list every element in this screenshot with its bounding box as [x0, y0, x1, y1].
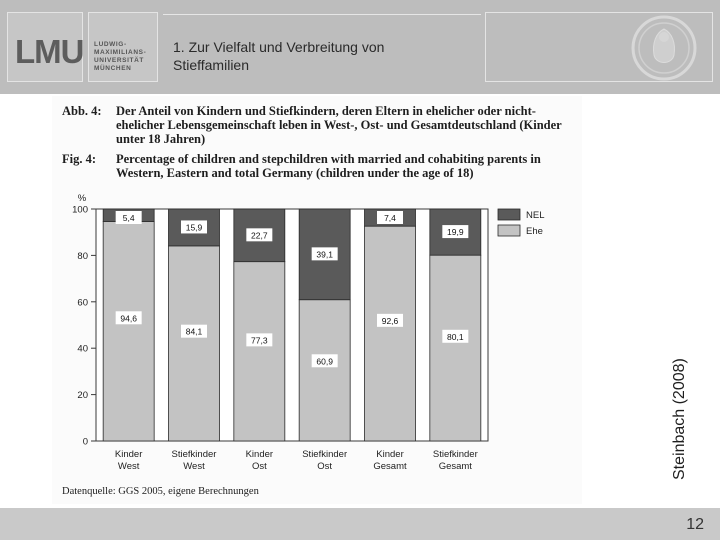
- y-tick-label: 0: [82, 436, 88, 448]
- university-name: [94, 41, 146, 73]
- data-label-ehe: 60,9: [316, 356, 333, 367]
- data-label-nel: 39,1: [316, 249, 333, 260]
- data-label-nel: 5,4: [122, 213, 135, 223]
- data-label-ehe: 84,1: [185, 326, 203, 337]
- data-label-nel: 19,9: [447, 227, 464, 238]
- header-divider: [163, 14, 481, 15]
- data-source: Datenquelle: GGS 2005, eigene Berechnungen: [62, 486, 259, 497]
- x-category-label: West: [117, 461, 140, 472]
- y-axis-unit: %: [77, 193, 87, 204]
- y-tick-label: 100: [72, 204, 88, 216]
- lmu-logo-text: LMU: [15, 33, 84, 70]
- slide-title: 1. Zur Vielfalt und Verbreitung von Stieffamilien: [173, 39, 385, 73]
- data-label-nel: 15,9: [185, 222, 203, 233]
- y-tick-label: 80: [77, 250, 88, 262]
- x-category-label: Ost: [317, 461, 333, 472]
- data-label-ehe: 80,1: [447, 331, 464, 342]
- data-label-ehe: 94,6: [120, 313, 137, 324]
- legend-label-ehe: Ehe: [526, 226, 543, 237]
- x-category-label: Ost: [251, 461, 267, 472]
- legend-label-nel: NEL: [526, 210, 545, 221]
- x-category-label: West: [183, 461, 205, 472]
- seal-panel: [485, 12, 713, 82]
- bar-segment-ehe: [430, 255, 481, 441]
- caption-de: Der Anteil von Kindern und Stiefkindern, deren Eltern in ehelicher oder nicht-ehelicher Lebensgemeinschaft leben in West-, Ost- und Gesamtdeutschland (Kinder unter 18 Jahren): [116, 104, 562, 146]
- bar-segment-ehe: [169, 246, 220, 441]
- caption-en: Percentage of children and stepchildren with married and cohabiting parents in Western, Eastern and total Germany (children under the age of 18): [116, 152, 541, 180]
- citation-label: Steinbach (2008): [671, 358, 688, 480]
- x-category-label: Kinder: [114, 449, 143, 460]
- x-category-label: Gesamt: [373, 461, 407, 472]
- header-band: [0, 0, 720, 94]
- x-category-label: Stiefkinder: [302, 449, 348, 460]
- bar-segment-ehe: [365, 226, 416, 441]
- y-tick-label: 60: [77, 297, 88, 309]
- x-category-label: Kinder: [376, 449, 404, 460]
- data-label-ehe: 77,3: [251, 335, 268, 346]
- data-label-nel: 22,7: [251, 230, 268, 241]
- university-line: MÜNCHEN: [94, 65, 132, 72]
- y-tick-label: 40: [77, 343, 88, 355]
- bar-segment-ehe: [299, 300, 350, 441]
- footer-band: [0, 508, 720, 540]
- figure-panel: [52, 96, 582, 504]
- university-seal-icon: [624, 15, 704, 81]
- x-category-label: Stiefkinder: [171, 449, 217, 460]
- university-line: UNIVERSITÄT: [94, 57, 144, 64]
- y-tick-label: 20: [77, 390, 88, 402]
- university-line: MAXIMILIANS-: [94, 49, 147, 56]
- university-name-block: [88, 12, 158, 82]
- page-number: 12: [686, 516, 704, 533]
- x-category-label: Gesamt: [438, 461, 472, 472]
- bar-segment-ehe: [234, 262, 285, 441]
- x-category-label: Kinder: [245, 449, 274, 460]
- legend-swatch-ehe: [498, 225, 520, 236]
- lmu-logo[interactable]: [7, 12, 83, 82]
- stacked-bar-chart: [52, 96, 582, 504]
- caption-en-number: Fig. 4:: [62, 152, 97, 166]
- data-label-nel: 7,4: [384, 213, 396, 223]
- caption-de-number: Abb. 4:: [62, 104, 102, 118]
- x-category-label: Stiefkinder: [432, 449, 478, 460]
- university-line: LUDWIG-: [94, 41, 127, 48]
- legend-swatch-nel: [498, 209, 520, 220]
- bar-segment-ehe: [103, 222, 154, 441]
- data-label-ehe: 92,6: [381, 315, 399, 326]
- plot-frame: [96, 209, 488, 441]
